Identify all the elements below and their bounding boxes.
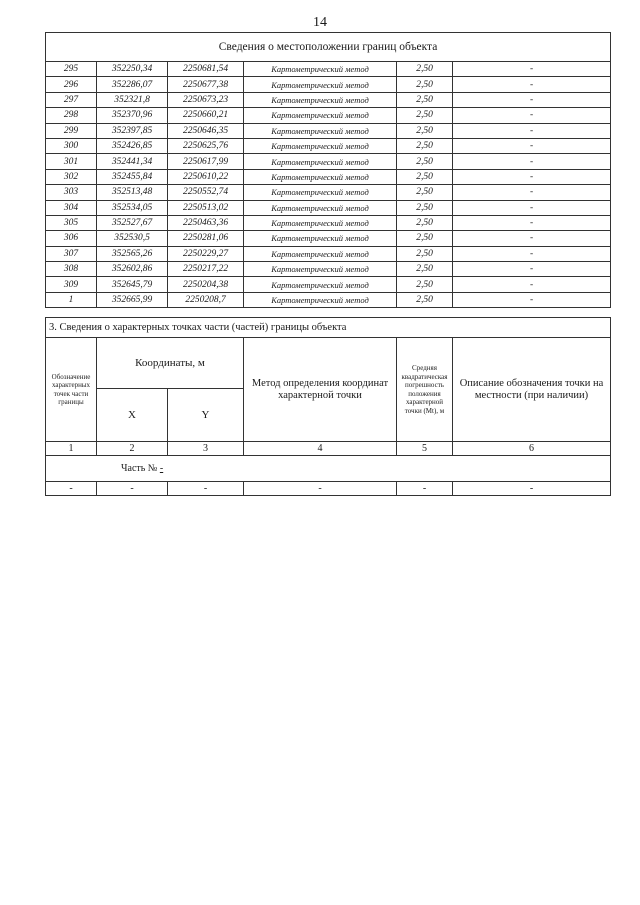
accuracy-cell: 2,50: [397, 277, 453, 292]
description-cell: -: [453, 108, 611, 123]
y-coordinate-cell: 2250208,7: [168, 292, 244, 307]
accuracy-cell: 2,50: [397, 200, 453, 215]
header-description: Описание обозначения точки на местности (при наличии): [453, 338, 611, 442]
method-cell: Картометрический метод: [244, 62, 397, 77]
table-cell: -: [397, 482, 453, 496]
accuracy-cell: 2,50: [397, 154, 453, 169]
accuracy-cell: 2,50: [397, 292, 453, 307]
point-number-cell: 1: [46, 292, 97, 307]
part-label: Часть №: [121, 463, 158, 474]
table-row: [46, 277, 611, 292]
accuracy-cell: 2,50: [397, 262, 453, 277]
table-row: [46, 138, 611, 153]
header-method: Метод определения координат характерной точки: [244, 338, 397, 442]
description-cell: -: [453, 62, 611, 77]
point-number-cell: 296: [46, 77, 97, 92]
description-cell: -: [453, 292, 611, 307]
section-title: Сведения о местоположении границ объекта: [46, 33, 611, 62]
x-coordinate-cell: 352250,34: [97, 62, 168, 77]
accuracy-cell: 2,50: [397, 138, 453, 153]
accuracy-cell: 2,50: [397, 215, 453, 230]
part-label-cell: [46, 456, 611, 482]
x-coordinate-cell: 352534,05: [97, 200, 168, 215]
accuracy-cell: 2,50: [397, 246, 453, 261]
point-number-cell: 303: [46, 185, 97, 200]
table-row: [46, 154, 611, 169]
x-coordinate-cell: 352397,85: [97, 123, 168, 138]
table-cell: -: [244, 482, 397, 496]
part-data-row: [46, 482, 611, 496]
point-number-cell: 304: [46, 200, 97, 215]
part-row: [46, 456, 611, 482]
y-coordinate-cell: 2250552,74: [168, 185, 244, 200]
column-number: 1: [46, 442, 97, 456]
method-cell: Картометрический метод: [244, 215, 397, 230]
table-row: [46, 92, 611, 107]
part-number: -: [159, 463, 164, 474]
column-number: 5: [397, 442, 453, 456]
table-row: [46, 62, 611, 77]
table-cell: -: [46, 482, 97, 496]
x-coordinate-cell: 352527,67: [97, 215, 168, 230]
y-coordinate-cell: 2250646,35: [168, 123, 244, 138]
x-coordinate-cell: 352370,96: [97, 108, 168, 123]
accuracy-cell: 2,50: [397, 185, 453, 200]
description-cell: -: [453, 138, 611, 153]
y-coordinate-cell: 2250660,21: [168, 108, 244, 123]
x-coordinate-cell: 352426,85: [97, 138, 168, 153]
x-coordinate-cell: 352441,34: [97, 154, 168, 169]
description-cell: -: [453, 246, 611, 261]
x-coordinate-cell: 352565,26: [97, 246, 168, 261]
point-number-cell: 297: [46, 92, 97, 107]
y-coordinate-cell: 2250617,99: [168, 154, 244, 169]
method-cell: Картометрический метод: [244, 169, 397, 184]
part-points-table: [45, 317, 611, 496]
x-coordinate-cell: 352455,84: [97, 169, 168, 184]
y-coordinate-cell: 2250673,23: [168, 92, 244, 107]
y-coordinate-cell: 2250681,54: [168, 62, 244, 77]
header-accuracy: Средняя квадратическая погрешность положения характерной точки (Мt), м: [397, 338, 453, 442]
method-cell: Картометрический метод: [244, 108, 397, 123]
column-number: 3: [168, 442, 244, 456]
method-cell: Картометрический метод: [244, 246, 397, 261]
accuracy-cell: 2,50: [397, 231, 453, 246]
y-coordinate-cell: 2250625,76: [168, 138, 244, 153]
y-coordinate-cell: 2250463,36: [168, 215, 244, 230]
column-number: 2: [97, 442, 168, 456]
header-coordinates: Координаты, м: [97, 338, 244, 389]
method-cell: Картометрический метод: [244, 262, 397, 277]
point-number-cell: 295: [46, 62, 97, 77]
x-coordinate-cell: 352286,07: [97, 77, 168, 92]
x-coordinate-cell: 352530,5: [97, 231, 168, 246]
x-coordinate-cell: 352602,86: [97, 262, 168, 277]
y-coordinate-cell: 2250204,38: [168, 277, 244, 292]
description-cell: -: [453, 92, 611, 107]
description-cell: -: [453, 231, 611, 246]
y-coordinate-cell: 2250217,22: [168, 262, 244, 277]
table-row: [46, 108, 611, 123]
description-cell: -: [453, 200, 611, 215]
column-numbers-row: [46, 442, 611, 456]
y-coordinate-cell: 2250229,27: [168, 246, 244, 261]
method-cell: Картометрический метод: [244, 185, 397, 200]
method-cell: Картометрический метод: [244, 200, 397, 215]
table-row: [46, 215, 611, 230]
page-number: 14: [313, 15, 327, 30]
column-number: 4: [244, 442, 397, 456]
table-cell: -: [168, 482, 244, 496]
table-row: [46, 246, 611, 261]
table-title-row: [46, 33, 611, 62]
point-number-cell: 300: [46, 138, 97, 153]
column-number: 6: [453, 442, 611, 456]
table-row: [46, 77, 611, 92]
point-number-cell: 298: [46, 108, 97, 123]
boundary-points-table: [45, 32, 611, 308]
accuracy-cell: 2,50: [397, 169, 453, 184]
table-row: [46, 200, 611, 215]
header-x: X: [97, 389, 168, 442]
method-cell: Картометрический метод: [244, 154, 397, 169]
table-row: [46, 169, 611, 184]
method-cell: Картометрический метод: [244, 92, 397, 107]
table-row: [46, 123, 611, 138]
accuracy-cell: 2,50: [397, 123, 453, 138]
x-coordinate-cell: 352513,48: [97, 185, 168, 200]
header-y: Y: [168, 389, 244, 442]
method-cell: Картометрический метод: [244, 77, 397, 92]
accuracy-cell: 2,50: [397, 108, 453, 123]
point-number-cell: 301: [46, 154, 97, 169]
header-designation: Обозначение характерных точек части границы: [46, 338, 97, 442]
section-3-title: 3. Сведения о характерных точках части (частей) границы объекта: [46, 318, 611, 338]
description-cell: -: [453, 154, 611, 169]
point-number-cell: 299: [46, 123, 97, 138]
x-coordinate-cell: 352665,99: [97, 292, 168, 307]
description-cell: -: [453, 185, 611, 200]
point-number-cell: 305: [46, 215, 97, 230]
accuracy-cell: 2,50: [397, 92, 453, 107]
table-row: [46, 185, 611, 200]
x-coordinate-cell: 352645,79: [97, 277, 168, 292]
y-coordinate-cell: 2250513,02: [168, 200, 244, 215]
point-number-cell: 302: [46, 169, 97, 184]
point-number-cell: 308: [46, 262, 97, 277]
table-row: [46, 262, 611, 277]
point-number-cell: 306: [46, 231, 97, 246]
description-cell: -: [453, 169, 611, 184]
x-coordinate-cell: 352321,8: [97, 92, 168, 107]
description-cell: -: [453, 215, 611, 230]
table-cell: -: [97, 482, 168, 496]
y-coordinate-cell: 2250677,38: [168, 77, 244, 92]
method-cell: Картометрический метод: [244, 231, 397, 246]
y-coordinate-cell: 2250610,22: [168, 169, 244, 184]
description-cell: -: [453, 77, 611, 92]
method-cell: Картометрический метод: [244, 292, 397, 307]
description-cell: -: [453, 262, 611, 277]
table-cell: -: [453, 482, 611, 496]
description-cell: -: [453, 123, 611, 138]
y-coordinate-cell: 2250281,06: [168, 231, 244, 246]
accuracy-cell: 2,50: [397, 62, 453, 77]
point-number-cell: 309: [46, 277, 97, 292]
table-row: [46, 292, 611, 307]
description-cell: -: [453, 277, 611, 292]
method-cell: Картометрический метод: [244, 123, 397, 138]
method-cell: Картометрический метод: [244, 138, 397, 153]
method-cell: Картометрический метод: [244, 277, 397, 292]
accuracy-cell: 2,50: [397, 77, 453, 92]
point-number-cell: 307: [46, 246, 97, 261]
table-row: [46, 231, 611, 246]
